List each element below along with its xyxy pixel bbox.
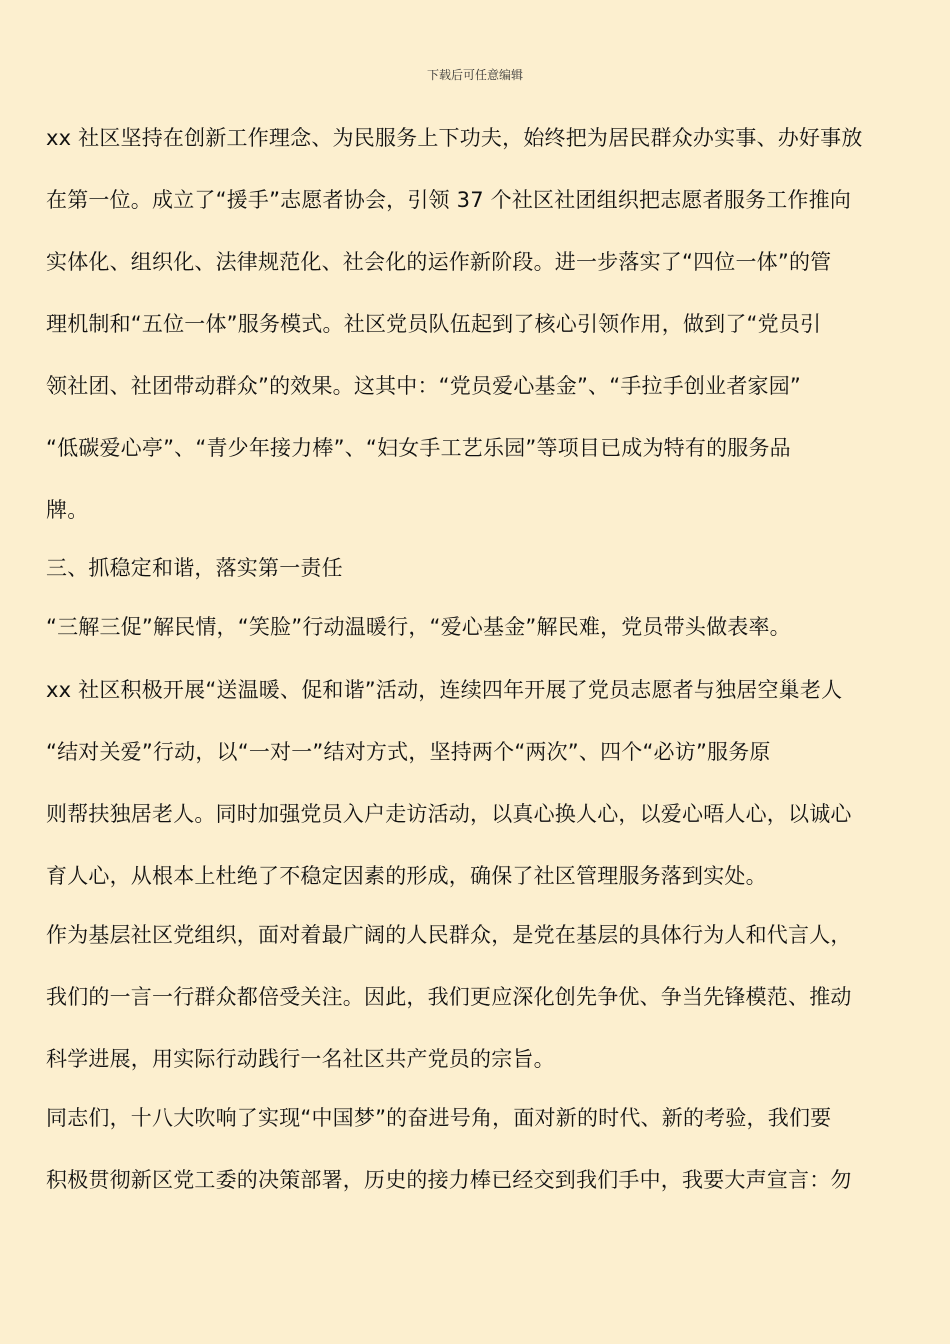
section-heading: 三、抓稳定和谐，落实第一责任 <box>46 556 343 580</box>
text-line: 牌。 <box>46 498 89 522</box>
text-line: 则帮扶独居老人。同时加强党员入户走访活动，以真心换人心，以爱心唔人心，以诚心 <box>46 802 852 826</box>
text-line: 作为基层社区党组织，面对着最广阔的人民群众，是党在基层的具体行为人和代言人， <box>46 923 852 947</box>
text-line: “三解三促”解民情，“笑脸”行动温暖行，“爱心基金”解民难，党员带头做表率。 <box>46 615 791 639</box>
text-line: 在第一位。成立了“援手”志愿者协会，引领 37 个社区社团组织把志愿者服务工作推向 <box>46 188 852 212</box>
text-line: “结对关爱”行动，以“一对一”结对方式，坚持两个“两次”、四个“必访”服务原 <box>46 740 771 764</box>
text-line: 我们的一言一行群众都倍受关注。因此，我们更应深化创先争优、争当先锋模范、推动 <box>46 985 852 1009</box>
text-line: “低碳爱心亭”、“青少年接力棒”、“妇女手工艺乐园”等项目已成为特有的服务品 <box>46 436 791 460</box>
text-line: 积极贯彻新区党工委的决策部署，历史的接力棒已经交到我们手中，我要大声宣言：勿 <box>46 1168 852 1192</box>
text-line: 领社团、社团带动群众”的效果。这其中：“党员爱心基金”、“手拉手创业者家园” <box>46 374 801 398</box>
text-line: 科学进展，用实际行动践行一名社区共产党员的宗旨。 <box>46 1047 555 1071</box>
text-line: xx 社区坚持在创新工作理念、为民服务上下功夫，始终把为居民群众办实事、办好事放 <box>46 126 863 150</box>
text-line: 实体化、组织化、法律规范化、社会化的运作新阶段。进一步落实了“四位一体”的管 <box>46 250 832 274</box>
text-line: 育人心，从根本上杜绝了不稳定因素的形成，确保了社区管理服务落到实处。 <box>46 864 767 888</box>
header-note: 下载后可任意编辑 <box>426 68 523 82</box>
text-line: 理机制和“五位一体”服务模式。社区党员队伍起到了核心引领作用，做到了“党员引 <box>46 312 822 336</box>
text-line: xx 社区积极开展“送温暖、促和谐”活动，连续四年开展了党员志愿者与独居空巢老人 <box>46 678 843 702</box>
text-line: 同志们，十八大吹响了实现“中国梦”的奋进号角，面对新的时代、新的考验，我们要 <box>46 1106 832 1130</box>
